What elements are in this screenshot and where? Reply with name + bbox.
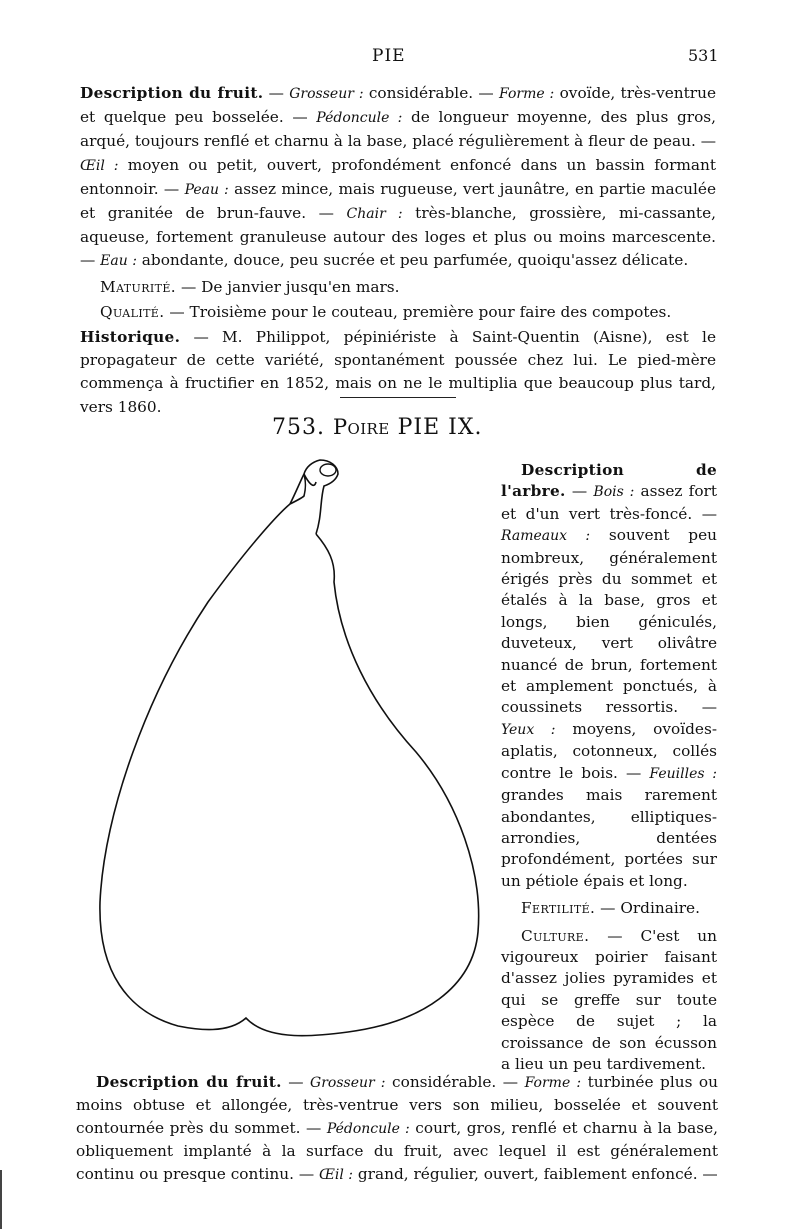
text-run: considérable. — <box>385 1073 525 1091</box>
page-edge-shadow <box>0 1170 2 1229</box>
text-run: moyens, ovoïdes-aplatis, cotonneux, collés contre le bois. — <box>501 719 717 782</box>
pear-body-outline <box>100 474 479 1036</box>
text-run: abondante, douce, peu sucrée et peu parfumée, quoiqu'assez délicate. <box>136 251 689 270</box>
page-number: 531 <box>688 46 719 65</box>
text-run: considérable. — <box>363 84 500 102</box>
italic-term: Rameaux : <box>501 528 591 545</box>
pear-stem-end <box>320 464 336 476</box>
italic-term: Chair : <box>346 206 403 223</box>
pie-ix-fruit-description <box>76 1071 718 1186</box>
qualite-text: — Troisième pour le couteau, première pour faire des compotes. <box>164 302 672 321</box>
italic-term: Forme : <box>499 86 555 102</box>
italic-term: Œil : <box>318 1166 354 1183</box>
qualite-label: Qualité. <box>100 302 165 321</box>
culture-label: Culture. <box>521 926 590 945</box>
text-run: court, gros, renflé et charnu à la base, obliquement implanté à la surface du fruit, avec lequel il est généralement continu ou presque continu. — <box>76 1118 718 1183</box>
text-run: — <box>281 1073 311 1091</box>
italic-term: Grosseur : <box>289 86 364 102</box>
fruit-description-body <box>80 84 716 269</box>
text-run: grand, régulier, ouvert, faiblement enfoncé. — <box>353 1164 718 1183</box>
fertilite-text: — Ordinaire. <box>595 899 700 918</box>
pie-maturite <box>80 276 716 299</box>
pie-ix-fruit-text <box>76 1071 718 1186</box>
variety-number: 753. <box>272 415 325 440</box>
historique-label: Historique. <box>80 328 181 347</box>
pear-outline-illustration <box>78 452 488 1064</box>
variety-name: PIE IX. <box>397 415 483 440</box>
text-run: souvent peu nombreux, généralement érigés près du sommet et étalés à la base, gros et longs, bien géniculés, duveteux, vert olivâtre nuancé de brun, fortement et amplement ponctués, à coussinets ressortis. — <box>501 526 717 717</box>
italic-term: Yeux : <box>501 721 556 738</box>
tree-description-column <box>501 460 717 1075</box>
text-run: très-blanche, grossière, mi-cassante, aqueuse, fortement granuleuse autour des loges et plus ou moins marcescente. — <box>80 204 716 270</box>
italic-term: Pédoncule : <box>326 1120 410 1137</box>
pie-entry-text <box>80 82 716 419</box>
italic-term: Feuilles : <box>649 765 717 782</box>
text-run: assez mince, mais rugueuse, vert jaunâtre, en partie maculée et granitée de brun-fauve. — <box>80 179 717 223</box>
tree-description <box>501 460 717 892</box>
text-run: turbinée plus ou moins obtuse et allongée, très-ventrue vers son milieu, bosselée et souvent contournée près du sommet. — <box>76 1073 718 1137</box>
italic-term: Grosseur : <box>310 1075 386 1091</box>
text-run: moyen ou petit, ouvert, profondément enfoncé dans un bassin formant entonnoir. — <box>80 155 717 198</box>
culture-text: — C'est un vigoureux poirier faisant d'assez jolies pyramides et qui se greffe sur toute espèce de sujet ; la croissance de son écusson a lieu un peu tardivement. <box>501 926 717 1073</box>
italic-term: Pédoncule : <box>316 110 403 127</box>
running-head <box>0 46 800 70</box>
historique-text: — M. Philippot, pépiniériste à Saint-Quentin (Aisne), est le propagateur de cette variété, spontanément poussée chez lui. Le pied-mère commença à fructifier en 1852, mais on ne le multiplia que beaucoup plus tard, vers 1860. <box>80 328 716 416</box>
tree-description-body <box>501 482 717 889</box>
tree-culture <box>501 926 717 1076</box>
text-run: — <box>263 84 290 102</box>
pear-stem-outline <box>290 460 338 534</box>
italic-term: Peau : <box>184 181 229 198</box>
text-run: — <box>565 482 594 501</box>
italic-term: Œil : <box>80 157 119 174</box>
section-divider <box>340 397 456 398</box>
variety-genre: Poire <box>332 415 390 439</box>
italic-term: Forme : <box>524 1075 582 1091</box>
pie-qualite <box>80 301 716 324</box>
variety-heading <box>272 415 483 440</box>
pie-ix-fruit-label: Description du fruit. <box>96 1073 282 1091</box>
tree-fertilite <box>501 898 717 919</box>
text-run: de longueur moyenne, des plus gros, arqué, toujours renflé et charnu à la base, placé régulièrement à fleur de peau. — <box>80 108 716 151</box>
italic-term: Bois : <box>593 484 635 501</box>
maturite-text: — De janvier jusqu'en mars. <box>176 277 400 296</box>
text-run: grandes mais rarement abondantes, elliptiques-arrondies, dentées profondément, portées sur un pétiole épais et long. <box>501 786 717 890</box>
maturite-label: Maturité. <box>100 277 177 296</box>
text-run: ovoïde, très-ventrue et quelque peu bosselée. — <box>80 84 717 127</box>
running-title: PIE <box>372 46 406 66</box>
pie-fruit-description <box>80 82 716 274</box>
tree-description-label: Description de l'arbre. <box>501 461 717 501</box>
text-run: assez fort et d'un vert très-foncé. — <box>501 482 717 523</box>
fruit-description-label: Description du fruit. <box>80 84 264 102</box>
pie-historique <box>80 326 716 419</box>
fertilite-label: Fertilité. <box>521 899 596 918</box>
italic-term: Eau : <box>100 253 137 270</box>
